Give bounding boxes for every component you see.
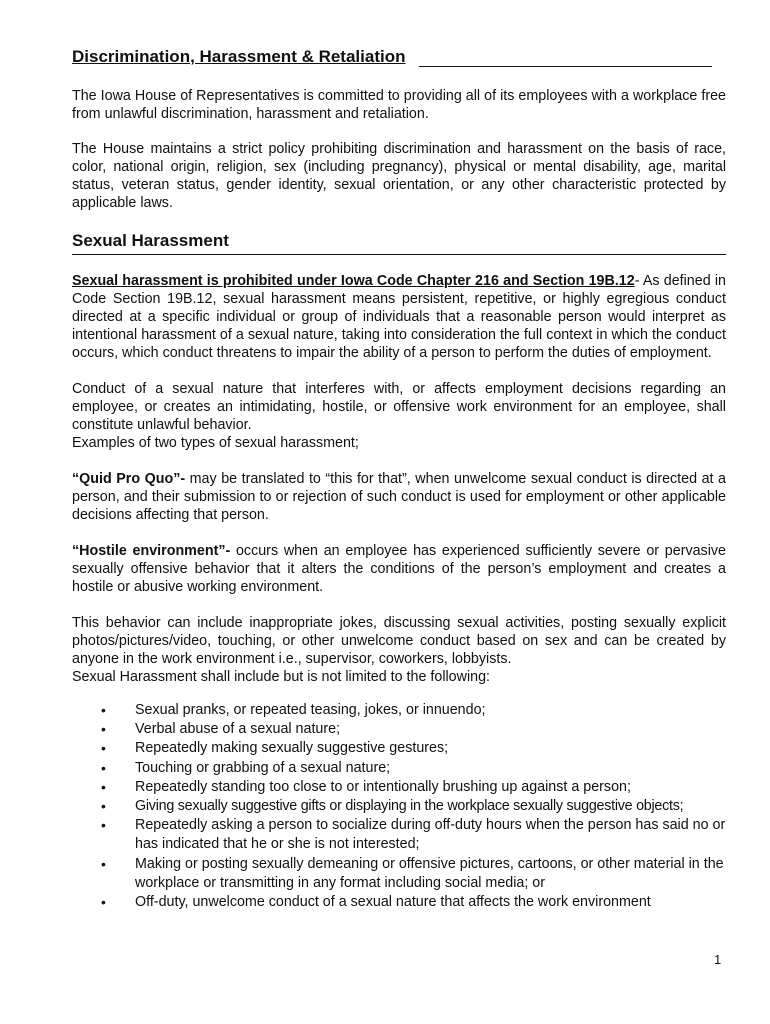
bullet-icon: • [101,894,106,911]
hostile-environment-text: occurs when an employee has experienced sufficiently severe or pervasive sexually offensive behavior that it alters the conditions of the person’s employment and creates a hostile or abusive working environment. [72,543,726,595]
bullet-icon: • [101,721,106,738]
list-item-text: Touching or grabbing of a sexual nature; [135,759,391,776]
bullet-icon: • [101,798,106,815]
bullet-icon: • [101,702,106,718]
hostile-environment-term: “Hostile environment”- [72,543,231,559]
conduct-paragraph: Conduct of a sexual nature that interferes with, or affects employment decisions regarding an employee, or creates an intimidating, hostile, or offensive work environment for an employee, shall constitute unlawful behavior. [72,381,726,433]
list-item [72,759,726,778]
list-item [72,893,726,912]
bullet-icon: • [101,740,106,757]
hostile-environment-paragraph [72,542,726,596]
document-page [72,44,726,912]
page-title: Discrimination, Harassment & Retaliation [72,47,406,66]
list-item-text: Repeatedly making sexually suggestive gestures; [135,740,449,757]
bullet-icon: • [101,778,106,795]
list-item [72,720,726,739]
page-number: 1 [714,952,722,967]
title-underline-rule [419,66,712,67]
list-item [72,739,726,758]
section-heading: Sexual Harassment [72,230,726,255]
bullet-icon: • [101,759,106,776]
intro-paragraph: The Iowa House of Representatives is committed to providing all of its employees with a workplace free from unlawful discrimination, harassment and retaliation. [72,88,726,122]
bullet-icon: • [101,817,106,834]
quid-pro-quo-term: “Quid Pro Quo”- [72,471,186,487]
list-item-text: Sexual pranks, or repeated teasing, jokes, or innuendo; [135,702,486,718]
list-item-text: Giving sexually suggestive gifts or displaying in the workplace sexually suggestive objects; [135,798,684,815]
list-intro: Sexual Harassment shall include but is not limited to the following: [72,669,491,685]
list-item [72,816,726,854]
list-item [72,701,726,720]
bullet-icon: • [101,855,106,872]
list-item-text: Off-duty, unwelcome conduct of a sexual nature that affects the work environment [135,894,651,911]
examples-intro: Examples of two types of sexual harassment; [72,435,359,451]
policy-paragraph: The House maintains a strict policy prohibiting discrimination and harassment on the basis of race, color, national origin, religion, sex (including pregnancy), physical or mental disability, age, marital status, veteran status, gender identity, sexual orientation, or any other characteristic protected by applicable laws. [72,141,726,211]
list-item [72,778,726,797]
list-item-text: Verbal abuse of a sexual nature; [135,721,341,738]
definition-text: - As defined in Code Section 19B.12, sexual harassment means persistent, repetitive, or highly egregious conduct directed at a specific individual or group of individuals that a reasonable person would interpret as intentional harassment of a sexual nature, taking into consideration the full context in which the conduct occurs, which conduct threatens to impair the ability of a person to perform the duties of employment. [72,273,726,361]
harassment-examples-list [72,701,726,912]
behavior-paragraph: This behavior can include inappropriate jokes, discussing sexual activities, posting sexually explicit photos/pictures/video, touching, or other unwelcome conduct based on sex and can be created by anyone in the work environment i.e., supervisor, coworkers, lobbyists. [72,615,726,667]
title-row [72,44,726,72]
list-item-text: Repeatedly asking a person to socialize during off-duty hours when the person has said no or has indicated that he or she is not interested; [135,817,726,853]
definition-paragraph [72,272,726,362]
list-item-text: Making or posting sexually demeaning or offensive pictures, cartoons, or other material in the workplace or transmitting in any format including social media; or [135,855,724,891]
list-item [72,855,726,893]
definition-lead: Sexual harassment is prohibited under Iowa Code Chapter 216 and Section 19B.12 [72,273,635,289]
list-item-text: Repeatedly standing too close to or intentionally brushing up against a person; [135,778,631,795]
list-item [72,797,726,816]
quid-pro-quo-paragraph [72,470,726,524]
quid-pro-quo-text: may be translated to “this for that”, when unwelcome sexual conduct is directed at a person, and their submission to or rejection of such conduct is used for employment or other applicable decisions affecting that person. [72,471,726,523]
